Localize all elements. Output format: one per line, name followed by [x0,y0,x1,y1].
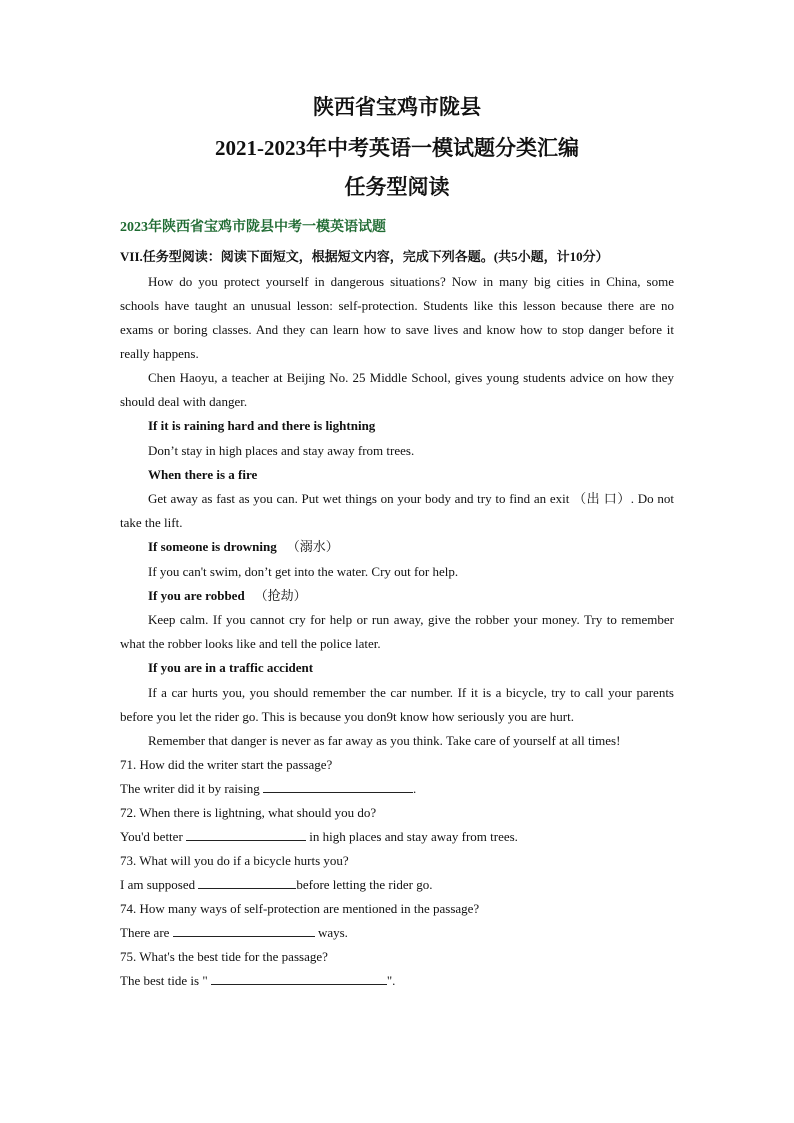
answer-blank-71[interactable] [263,779,413,793]
title-region: 陕西省宝鸡市陇县 [313,95,481,119]
question-73: 73. What will you do if a bicycle hurts you? [120,852,349,868]
answer-71-post: . [412,780,417,796]
answer-line-71 [120,777,674,801]
heading-traffic: If you are in a traffic accident [148,660,314,675]
heading-robbed-text: If you are robbed [148,587,245,603]
answer-blank-74[interactable] [173,923,315,937]
para-robbed: Keep calm. If you cannot cry for help or run away, give the robber your money. Try to remember what the robber looks like and tell the police later. [120,612,674,651]
question-74: 74. How many ways of self-protection are mentioned in the passage? [120,900,480,916]
questions [120,753,674,993]
passage [120,270,674,993]
title-exam: 2021-2023年中考英语一模试题分类汇编 [215,136,579,160]
passage-para-2: Chen Haoyu, a teacher at Beijing No. 25 Middle School, gives young students advice on how they should deal with danger. [120,370,674,409]
question-75: 75. What's the best tide for the passage? [120,948,328,964]
instruction: VII.任务型阅读：阅读下面短文，根据短文内容，完成下列各题。(共5小题，计10分） [120,249,609,264]
answer-73-pre: I am supposed [120,876,199,892]
title-topic: 任务型阅读 [344,175,450,199]
answer-line-73 [120,873,674,897]
answer-blank-72[interactable] [186,827,306,841]
heading-robbed-note: （抢劫） [254,587,307,603]
heading-fire: When there is a fire [148,466,258,482]
answer-line-74 [120,921,674,945]
answer-blank-73[interactable] [198,875,296,889]
heading-lightning: If it is raining hard and there is lightning [148,418,376,433]
section-title: 2023年陕西省宝鸡市陇县中考一模英语试题 [120,220,386,235]
answer-72-pre: You'd better [120,828,187,844]
question-72: 72. When there is lightning, what should you do? [120,804,377,820]
answer-74-pre: There are [120,924,173,940]
answer-line-75 [120,969,674,993]
answer-75-pre: The best tide is " [120,972,211,988]
answer-73-post: before letting the rider go. [296,876,433,892]
question-71: 71. How did the writer start the passage? [120,756,333,772]
heading-robbed [120,584,674,609]
answer-line-72 [120,825,674,849]
passage-para-1: How do you protect yourself in dangerous situations? Now in many big cities in China, some schools have taught an unusual lesson: self-protection. Students like this lesson because there are no exams or boring classes. And they can learn how to save lives and know how to stop danger before it really happens. [120,274,674,361]
answer-74-post: ways. [314,924,348,940]
passage-closing: Remember that danger is never as far away as you think. Take care of yourself at all times! [148,732,621,748]
para-fire: Get away as fast as you can. Put wet things on your body and try to find an exit （出 口）. Do not take the lift. [120,491,674,530]
answer-72-post: in high places and stay away from trees. [306,828,518,844]
para-drowning: If you can't swim, don’t get into the water. Cry out for help. [148,563,459,579]
para-traffic: If a car hurts you, you should remember the car number. If it is a bicycle, try to call your parents before you let the rider go. This is because you don9t know how seriously you are hurt. [120,684,674,724]
heading-drowning-text: If someone is drowning [148,539,277,554]
para-lightning: Don’t stay in high places and stay away from trees. [148,442,415,458]
heading-drowning-note: （溺水） [286,539,339,554]
answer-71-pre: The writer did it by raising [120,780,263,796]
answer-75-post: ". [386,972,396,988]
heading-drowning [120,535,674,560]
answer-blank-75[interactable] [211,971,387,985]
